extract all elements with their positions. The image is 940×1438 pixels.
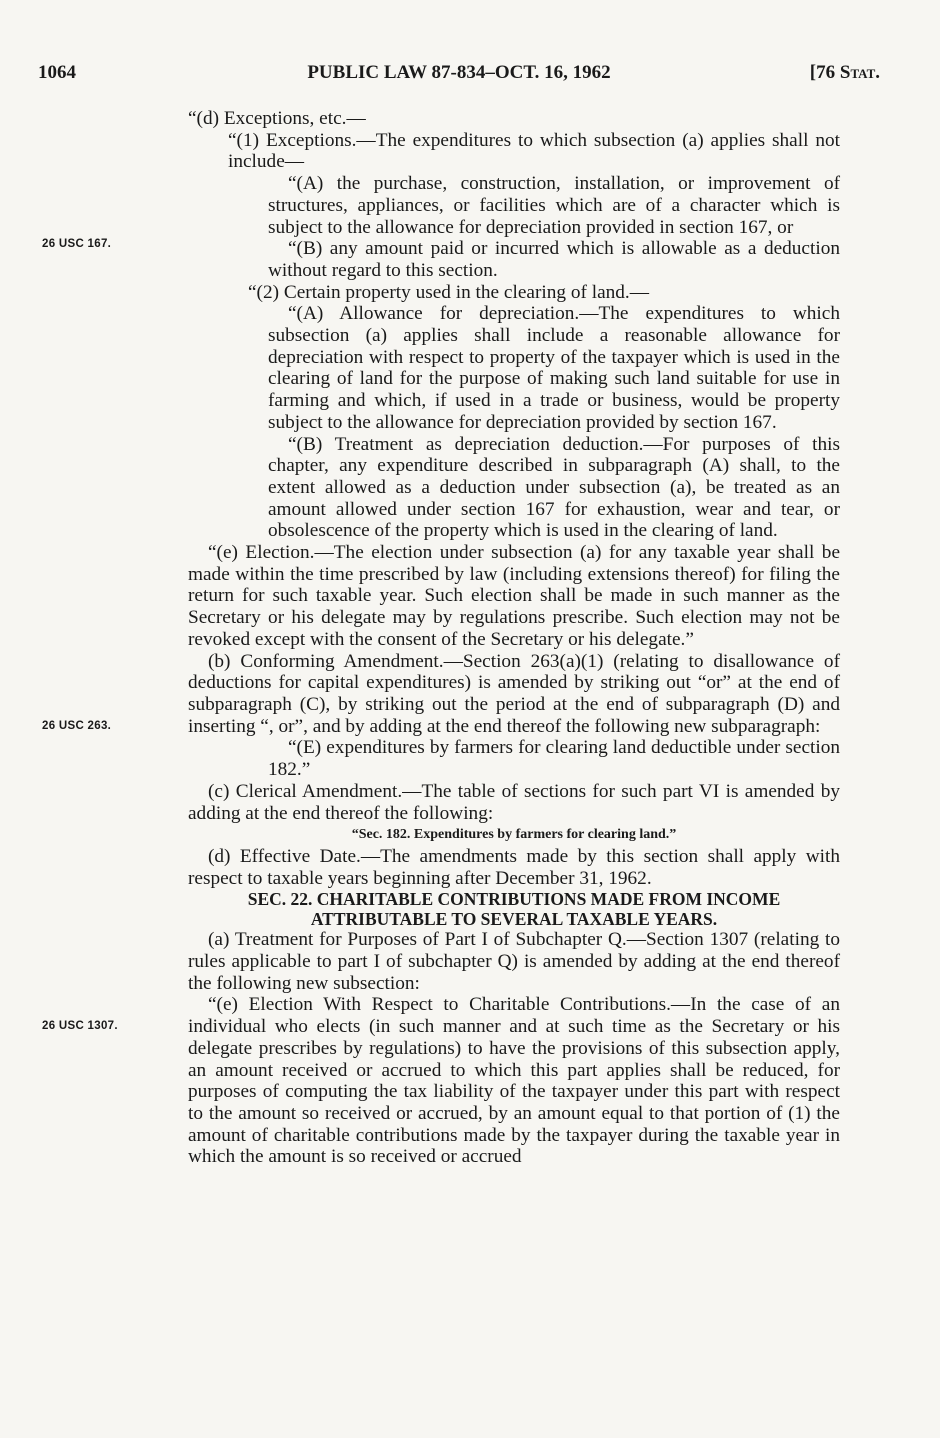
- paragraph: “(E) expenditures by farmers for clearing land deductible under section 182.”: [268, 737, 840, 781]
- paragraph: (a) Treatment for Purposes of Part I of Subchapter Q.—Section 1307 (relating to rules applicable to part I of subchapter Q) is amended by adding at the end thereof the following new subsection:: [188, 929, 840, 994]
- paragraph: “(A) Allowance for depreciation.—The expenditures to which subsection (a) applies shall include a reasonable allowance for depreciation with respect to property of the taxpayer which is used in the clearing of land for the purpose of making such land suitable for use in farming and which, if used in a trade or business, would be property subject to the allowance for depreciation provided by section 167.: [268, 303, 840, 433]
- table-of-sections-entry: “Sec. 182. Expenditures by farmers for clearing land.”: [351, 827, 677, 843]
- paragraph: (b) Conforming Amendment.—Section 263(a)(1) (relating to disallowance of deductions for capital expenditures) is amended by striking out “or” at the end of subparagraph (C), by striking out the period at the end of subparagraph (D) and inserting “, or”, and by adding at the end thereof the following new subparagraph:: [188, 650, 840, 737]
- paragraph: “(d) Exceptions, etc.—: [188, 108, 366, 129]
- margin-note: 26 USC 263.: [42, 720, 112, 732]
- paragraph: “(e) Election.—The election under subsection (a) for any taxable year shall be made within the time prescribed by law (including extensions thereof) for filing the return for such taxable year. Such election shall be made in such manner as the Secretary or his delegate may by regulations prescribe. Such election may not be revoked except with the consent of the Secretary or his delegate.”: [188, 542, 840, 650]
- paragraph: “(2) Certain property used in the clearing of land.—: [248, 281, 650, 303]
- page-header: [38, 62, 880, 88]
- section-heading: SEC. 22. CHARITABLE CONTRIBUTIONS MADE FROM INCOME ATTRIBUTABLE TO SEVERAL TAXABLE YEARS.: [247, 889, 781, 930]
- paragraph: “(e) Election With Respect to Charitable Contributions.—In the case of an individual who elects (in such manner and at such time as the Secretary or his delegate prescribes by regulations) to have the provisions of this subsection apply, an amount received or accrued to which this part applies shall be reduced, for purposes of computing the tax liability of the taxpayer under this part with respect to the amount so received or accrued, by an amount equal to that portion of (1) the amount of charitable contributions made by the taxpayer during the taxable year in which the amount is so received or accrued: [188, 994, 840, 1168]
- page-number: 1064: [38, 62, 76, 83]
- margin-note: 26 USC 1307.: [42, 1020, 118, 1032]
- margin-note: 26 USC 167.: [42, 238, 112, 250]
- document-body: [188, 108, 840, 1168]
- paragraph: (c) Clerical Amendment.—The table of sections for such part VI is amended by adding at the end thereof the following:: [188, 780, 840, 824]
- paragraph-text: “(1) Exceptions.—The expenditures to which subsection (a) applies shall not include—: [228, 129, 840, 173]
- volume-reference: [76 Stat.: [809, 62, 880, 83]
- paragraph: [188, 130, 840, 173]
- paragraph: “(B) any amount paid or incurred which is allowable as a deduction without regard to this section.: [268, 238, 840, 281]
- running-title: PUBLIC LAW 87-834–OCT. 16, 1962: [307, 62, 611, 83]
- paragraph: “(B) Treatment as depreciation deduction.—For purposes of this chapter, any expenditure described in subparagraph (A) shall, to the extent allowed as a deduction under subsection (a), be treated as an amount allowed under section 167 for exhaustion, wear and tear, or obsolescence of the property which is used in the clearing of land.: [268, 433, 840, 542]
- paragraph: “(A) the purchase, construction, installation, or improvement of structures, appliances, or facilities which are of a character which is subject to the allowance for depreciation provided in section 167, or: [268, 173, 840, 238]
- paragraph: (d) Effective Date.—The amendments made by this section shall apply with respect to taxable years beginning after December 31, 1962.: [188, 845, 840, 889]
